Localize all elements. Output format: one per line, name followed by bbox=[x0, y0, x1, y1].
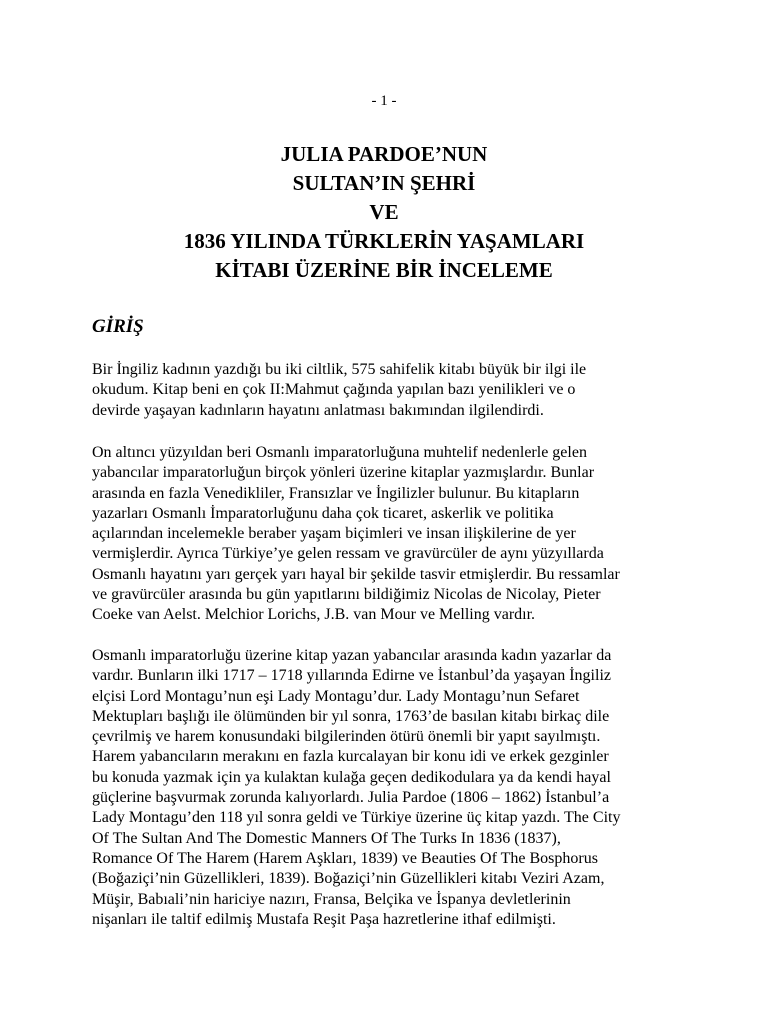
title-line: JULIA PARDOE’NUN bbox=[280, 142, 488, 166]
paragraph-line: nişanları ile taltif edilmiş Mustafa Reşit Paşa hazretlerine ithaf edilmişti. bbox=[92, 910, 556, 928]
paragraph-line: On altıncı yüzyıldan beri Osmanlı imparatorluğuna muhtelif nedenlerle gelen bbox=[92, 444, 587, 461]
paragraph-line: ve gravürcüler arasında bu gün yapıtlarını bildiğimiz Nicolas de Nicolay, Pieter bbox=[92, 586, 601, 604]
title-line: SULTAN’IN ŞEHRİ bbox=[292, 171, 476, 195]
paragraph-line: güçlerine başvurmak zorunda kalıyorlardı. Julia Pardoe (1806 – 1862) İstanbul’a bbox=[92, 789, 610, 807]
paragraph-line: okudum. Kitap beni en çok II:Mahmut çağında yapılan bazı yenilikleri ve o bbox=[92, 381, 576, 399]
paragraph-line: Coeke van Aelst. Melchior Lorichs, J.B. van Mour ve Melling vardır. bbox=[92, 606, 536, 624]
paragraph-line: (Boğaziçi’nin Güzellikleri, 1839). Boğaziçi’nin Güzellikleri kitabı Veziri Azam, bbox=[92, 870, 605, 888]
paragraph-line: bu konuda yazmak için ya kulaktan kulağa geçen dedikodulara ya da kendi hayal bbox=[92, 768, 611, 786]
title-line: VE bbox=[369, 200, 399, 224]
paragraph-line: vardır. Bunların ilki 1717 – 1718 yıllarında Edirne ve İstanbul’da yaşayan İngiliz bbox=[92, 667, 611, 685]
paragraph-line: Osmanlı imparatorluğu üzerine kitap yazan yabancılar arasında kadın yazarlar da bbox=[92, 647, 612, 664]
document-title bbox=[0, 140, 768, 285]
paragraph-line: Müşir, Babıali’nin hariciye nazırı, Fransa, Belçika ve İspanya devletlerinin bbox=[92, 890, 571, 908]
paragraph-line: Osmanlı hayatını yarı gerçek yarı hayal bir şekilde tasvir etmişlerdir. Bu ressamlar bbox=[92, 565, 620, 583]
paragraph-1 bbox=[92, 360, 692, 421]
title-line: 1836 YILINDA TÜRKLERİN YAŞAMLARI bbox=[183, 229, 585, 253]
paragraph-line: açılarından incelemekle beraber yaşam biçimleri ve insan ilişkilerine de yer bbox=[92, 525, 576, 543]
paragraph-line: Of The Sultan And The Domestic Manners Of The Turks In 1836 (1837), bbox=[92, 829, 561, 847]
paragraph-3 bbox=[92, 646, 692, 930]
paragraph-line: yazarları Osmanlı İmparatorluğunu daha çok ticaret, askerlik ve politika bbox=[92, 504, 554, 522]
paragraph-line: Mektupları başlığı ile ölümünden bir yıl sonra, 1763’de basılan kitabı birkaç dile bbox=[92, 707, 610, 725]
paragraph-line: Romance Of The Harem (Harem Aşkları, 1839) ve Beauties Of The Bosphorus bbox=[92, 849, 598, 867]
paragraph-line: Bir İngiliz kadının yazdığı bu iki ciltlik, 575 sahifelik kitabı büyük bir ilgi ile bbox=[92, 361, 587, 378]
paragraph-line: devirde yaşayan kadınların hayatını anlatması bakımından ilgilendirdi. bbox=[92, 401, 544, 419]
paragraph-line: arasında en fazla Venedikliler, Fransızlar ve İngilizler bulunur. Bu kitapların bbox=[92, 484, 580, 502]
title-line: KİTABI ÜZERİNE BİR İNCELEME bbox=[215, 258, 553, 282]
paragraph-2 bbox=[92, 443, 692, 626]
paragraph-line: Lady Montagu’den 118 yıl sonra geldi ve Türkiye üzerine üç kitap yazdı. The City bbox=[92, 809, 621, 827]
paragraph-line: çevrilmiş ve harem konusundaki bilgilerinden ötürü önemli bir yapıt sayılmıştı. bbox=[92, 728, 601, 746]
paragraph-line: elçisi Lord Montagu’nun eşi Lady Montagu’dur. Lady Montagu’nun Sefaret bbox=[92, 687, 580, 705]
paragraph-line: vermişlerdir. Ayrıca Türkiye’ye gelen ressam ve gravürcüler de aynı yüzyıllarda bbox=[92, 545, 604, 563]
paragraph-line: Harem yabancıların merakını en fazla kurcalayan bir konu idi ve erkek gezginler bbox=[92, 748, 609, 766]
section-heading-giris: GİRİŞ bbox=[92, 316, 144, 337]
page-number: - 1 - bbox=[371, 93, 397, 109]
paragraph-line: yabancılar imparatorluğun birçok yönleri üzerine kitaplar yazmışlardır. Bunlar bbox=[92, 464, 595, 482]
